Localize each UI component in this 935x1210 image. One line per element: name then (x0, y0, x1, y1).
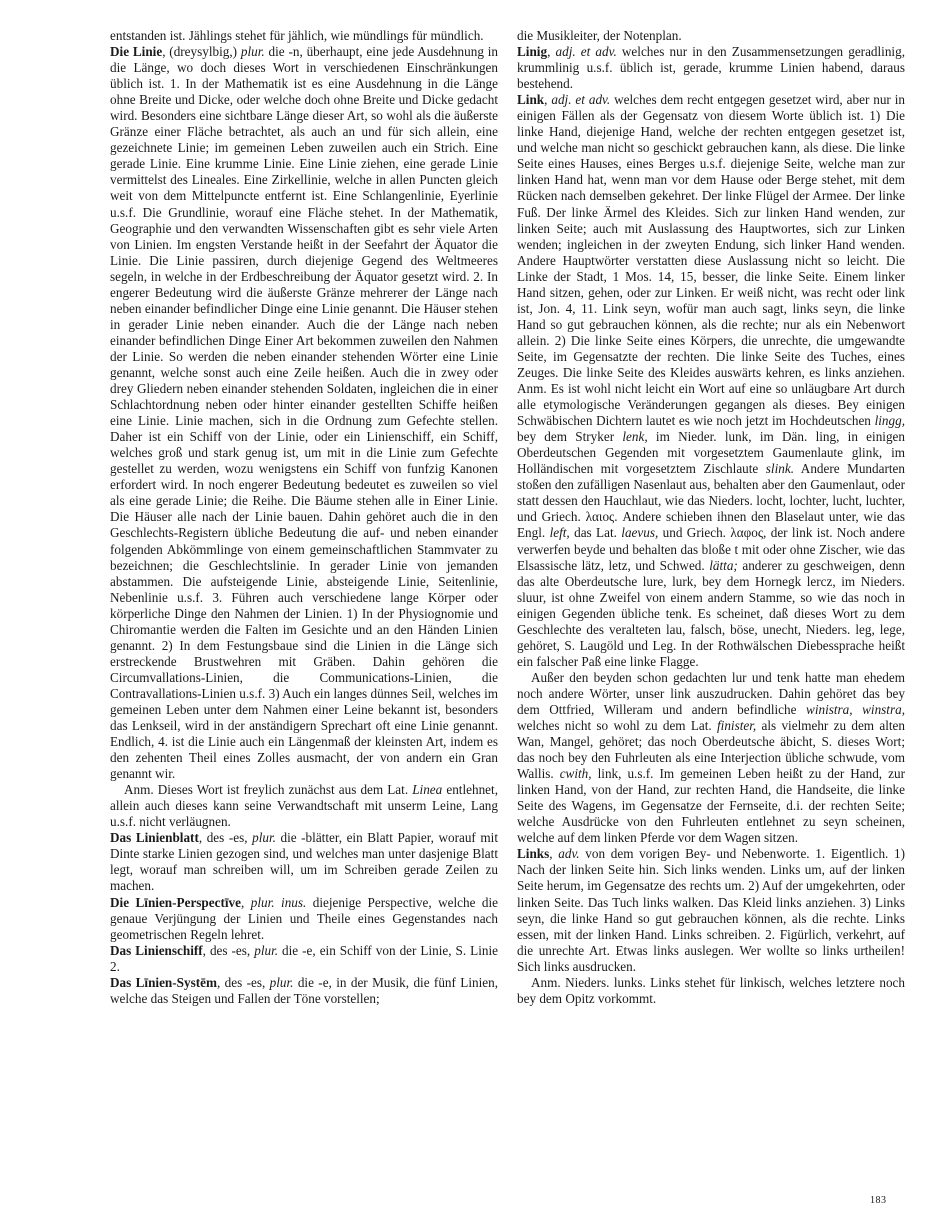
italic-term: finister, (717, 718, 757, 734)
italic-term: lingg, (874, 413, 905, 429)
entry-text: , (549, 846, 559, 862)
right-paragraph (517, 846, 905, 974)
italic-term: laevus, (621, 525, 659, 541)
italic-term: plur. (240, 44, 265, 60)
italic-term: adj. et adv. (555, 44, 617, 60)
entry-text: , des -es, (216, 974, 270, 990)
left-column (110, 28, 498, 1007)
entry-text: im Nieder. lunk, im Dän. ling, in einigen Oberdeutschen Gegenden mit vorgesetztem Gaumenlaute glink, im Holländischen mit vorgesetztem Zischlaute (517, 429, 906, 477)
entry-headword: Links (517, 846, 550, 862)
italic-term: slink. (765, 461, 795, 477)
italic-term: cwith, (559, 766, 592, 782)
italic-term: lätta; (709, 557, 738, 573)
right-paragraph (517, 670, 905, 847)
italic-term: adv. (558, 846, 580, 862)
italic-term: plur. (254, 942, 279, 958)
right-paragraph (517, 44, 905, 92)
entry-text: diejenige Perspective, welche die genaue Verjüngung der Linien und Theile eines Gegenstandes nach geometrischen Regeln lehret. (110, 894, 499, 942)
entry-text: entlehnet, allein auch dieses kann seine Verwandtschaft mit unserm Leine, Lang u.s.f. nicht verläugnen. (110, 782, 498, 830)
entry-text: welches nur in den Zusammensetzungen geradlinig, krummlinig u.s.f. üblich ist, gerade, krumme Linien habend, daraus bestehend. (517, 44, 905, 92)
left-paragraph (110, 895, 498, 943)
entry-headword: Link (517, 92, 545, 108)
entry-headword: Linig (517, 44, 548, 60)
entry-text: , des -es, (198, 830, 253, 846)
left-paragraph (110, 943, 498, 975)
entry-text: die -e, ein Schiff von der Linie, S. Linie 2. (110, 942, 498, 974)
entry-text: als vielmehr zu dem alten Wan, Mangel, gehöret; das noch Oberdeutsche äbicht, S. dieses Wort; das noch bey den Fuhrleuten als eine Interjection übliche schwude, vom Wallis. (517, 718, 905, 782)
entry-text: das Lat. (569, 525, 622, 541)
entry-text: , (547, 44, 556, 60)
right-paragraph (517, 975, 905, 1007)
left-paragraph (110, 44, 498, 782)
italic-term: plur. (252, 830, 276, 846)
entry-text: Andere Mundarten stoßen den zufälligen Nasenlaut aus, behalten aber den Gaumenlaut, oder statt dessen den Hauchlaut, wie das Nieders. locht, lochter, lucht, luchter, und Griech. λαιος. Andere schieben ihnen den Blaselaut unter, wie das Engl. (517, 461, 905, 541)
entry-headword: Die Līnien-Perspectīve (110, 894, 241, 910)
italic-term: winistra, winstra, (806, 701, 905, 717)
italic-term: left, (549, 525, 570, 541)
right-paragraph (517, 28, 905, 44)
entry-text: anderer zu geschweigen, denn das alte Oberdeutsche lure, lurk, bey dem Hornegk lercz, im Nieders. sluur, ist ohne Zweifel von einem andern Stamme, so wie das noch in einigen Gegenden übliche tenk. Es scheinet, daß dieses Wort zu dem Geschlechte des veralteten lau, falsch, böse, unecht, Nieders. leg, lege, gehöret, S. Laugöld und Leg. In der Rothwälschen Diebessprache heißt ein falscher Paß eine linke Flagge. (517, 557, 905, 669)
entry-text: welches nicht so wohl zu dem Lat. (517, 718, 718, 734)
entry-text: bey dem Stryker (517, 429, 623, 445)
entry-text: die Musikleiter, der Notenplan. (517, 28, 682, 43)
entry-headword: Das Linienblatt (110, 830, 199, 846)
entry-text: link, u.s.f. Im gemeinen Leben heißt zu der Hand, zur linken Hand, von der Hand, zur rechten Hand, die Handseite, die linke Seite des Wagens, im Gegensatze der Fernseite, d.i. der rechten Seite; welche Ausdrücke von den Fuhrleuten entlehnet zu seyn scheinen, welche auf dem linken Pferde vor dem Wagen sitzen. (517, 766, 905, 846)
entry-text: Außer den beyden schon gedachten lur und tenk hatte man ehedem noch andere Wörter, unser link auszudrucken. Dahin gehöret das bey dem Ottfried, Willeram und andern befindliche (517, 669, 905, 717)
italic-term: plur. inus. (250, 894, 307, 910)
entry-text: die -e, in der Musik, die fünf Linien, welche das Steigen und Fallen der Töne vorstellen; (110, 974, 498, 1006)
entry-text: die -blätter, ein Blatt Papier, worauf mit Dinte starke Linien gezogen sind, und welches man unter dasjenige Blatt legt, worauf man schreiben will, um im Schreiben gerade Zeilen zu machen. (110, 830, 498, 894)
entry-headword: Das Līnien-Systēm (110, 974, 217, 990)
left-paragraph (110, 782, 498, 830)
page-number: 183 (870, 1195, 887, 1206)
italic-term: lenk, (622, 429, 648, 445)
entry-text: entstanden ist. Jählings stehet für jählich, wie mündlings für mündlich. (110, 28, 484, 43)
entry-text: , (544, 92, 552, 108)
italic-term: Linea (412, 782, 443, 798)
italic-term: adj. et adv. (551, 92, 611, 108)
entry-headword: Das Linienschiff (110, 942, 203, 958)
italic-term: plur. (269, 974, 294, 990)
right-paragraph (517, 92, 905, 670)
entry-text: , des -es, (202, 942, 255, 958)
left-paragraph (110, 975, 498, 1007)
entry-text: die -n, überhaupt, eine jede Ausdehnung in die Länge, wo doch dieses Wort in verschiedenen Einschränkungen üblich ist. 1. In der Mathematik ist es eine Ausdehnung in die Länge ohne Breite und Dicke, oder welche doch ohne Breite und Dicke gedacht wird. Besonders eine sichtbare Länge dieser Art, so wohl als die äußerste Gränze einer Fläche betrachtet, als auch an und für sich allein, eine gezeichnete Linie; im gemeinen Leben zuweilen auch ein Strich. Eine gerade Linie. Eine krumme Linie. Eine Linie ziehen, eine gerade Linie vermittelst des Lineales. Eine Zirkellinie, welche in allen Puncten gleich weit von dem Mittelpuncte entfernt ist. Eine Schlangenlinie, Eyerlinie u.s.f. Die Grundlinie, worauf eine Fläche stehet. In der Mathematik, Geographie und den verwandten Wissenschaften gibt es sehr viele Arten von Linien. Im engsten Verstande heißt in der Seefahrt der Äquator die Linie. Die Linie passiren, durch diejenige Gegend des Weltmeeres segeln, in welche in der Erdbeschreibung der Äquator gesetzt wird. 2. In engerer Bedeutung wird die äußerste Gränze mehrerer der Länge nach neben einander befindlicher Dinge eine Linie genannt. Die Häuser stehen in gerader Linie neben einander. Auch die der Länge nach neben einander befindlichen Dinge Einer Art bekommen zuweilen den Nahmen der Linie. So werden die neben einander stehenden Wörter eine Linie genannt, welche sonst auch eine Zeile heißen. Auch die in zwey oder drey Gliedern neben einander stehenden Soldaten, ingleichen die in einer Schlachtordnung neben oder hinter einander gestellten Schiffe heißen eine Linie. Linie machen, sich in die Ordnung zum Gefechte stellen. Daher ist ein Schiff von der Linie, oder ein Linienschiff, ein Schiff, welches groß und stark genug ist, um mit in die Linie zum Gefechte gestellet zu werden, wozu wenigstens ein Schiff von funfzig Kanonen erfordert wird. In noch engerer Bedeutung bedeutet es zuweilen so viel als eine gerade Linie; die Reihe. Die Bäume stehen alle in Einer Linie. Die Häuser alle nach der Linie bauen. Dahin gehöret auch die in den Geschlechts-Registern übliche Bedeutung die auf- und neben einander folgenden Abkömmlinge von einem gemeinschaftlichen Stammvater zu bezeichnen; die Geschlechtslinie. In gerader Linie von jemanden abstammen. Die aufsteigende Linie, absteigende Linie, Seitenlinie, Nebenlinie u.s.f. 3. Führen auch verschiedene lange Körper oder körperliche Dinge den Nahmen der Linien. 1) In der Physiognomie und Chiromantie werden die Falten im Gesichte und an den Händen Linien genannt. 2) In dem Festungsbaue sind die Linien in die Länge sich erstreckende Brustwehren mit Gräben. Dahin gehören die Circumvallations-Linien, die Communications-Linien, die Contravallations-Linien u.s.f. 3) Auch ein langes dünnes Seil, welches im gemeinen Leben unter dem Nahmen einer Leine bekannt ist, besonders das Lenkseil, wird in der anständigern Sprechart oft eine Linie genannt. Endlich, 4. ist die Linie auch ein Längenmaß der kleinsten Art, indem es den zehenten Theil eines Zolles ausmacht, der von andern ein Gran genannt wir. (110, 44, 499, 782)
right-column (517, 28, 905, 1007)
left-paragraph (110, 28, 498, 44)
left-paragraph (110, 830, 498, 894)
entry-text: von dem vorigen Bey- und Nebenworte. 1. Eigentlich. 1) Nach der linken Seite hin. Sich links wenden. Links um, auf der linken Seite herum, im Gegensatze des rechts um. 2) Auf der umgekehrten, oder linken Seite. Das Tuch links walken. Das Kleid links anziehen. 3) Links seyn, die linke Hand so gut gebrauchen können, als die rechte. Links essen, mit der linken Hand. Links schreiben. 2. Figürlich, verkehrt, auf die unrechte Art. Etwas links auslegen. Wer wollte so links urtheilen! Sich links ausdrucken. (517, 846, 905, 974)
entry-text: Anm. Nieders. lunks. Links stehet für linkisch, welches letztere noch bey dem Opitz vorkommt. (517, 974, 905, 1006)
entry-text: welches dem recht entgegen gesetzet wird, aber nur in einigen Fällen als der Gegensatz von diesem Worte üblich ist. 1) Die linke Hand, diejenige Hand, welche der rechten entgegen gesetzet ist, und welche man nicht so geschickt gebrauchen kann, als diese. Die linke Seite eines Hauses, eines Berges u.s.f. diejenige Seite, welche man zur linken Hand hat, wenn man vor dem Hause oder Berge stehet, mit dem Rücken nach demselben gekehret. Der linke Flügel der Armee. Der linke Fuß. Der linke Ärmel des Kleides. Sich zur linken Hand wenden, zur linken Seite; auch mit Auslassung des Hauptwortes, sich zur Linken wenden; ingleichen in der zweyten Endung, sich linker Hand wenden. Andere Hauptwörter verstatten diese Auslassung nicht so leicht. Die Linke der Stadt, 1 Mos. 14, 15, besser, die linke Seite. Einem linker Hand sitzen, gehen, oder zur Linken. Er weiß nicht, was recht oder link ist, Jon. 4, 11. Link seyn, wofür man auch sagt, links seyn, die linke Hand so gut gebrauchen können, als die rechte; nur als ein Nebenwort allein. 2) Die linke Seite eines Körpers, die unrechte, die umgewandte Seite, im Gegensatzte der rechten. Die linke Seite des Tuches, eines Zeuges. Die linke Seite des Kleides auswärts kehren, es links anziehen. Anm. Es ist wohl nicht leicht ein Wort auf eine so unläugbare Art durch alle etymologische Veränderungen gegangen als dieses. Bey einigen Schwäbischen Dichtern lautet es wie noch jetzt im Hochdeutschen (517, 92, 905, 429)
entry-text: , (dreysylbig,) (162, 44, 241, 60)
entry-headword: Die Linie (110, 44, 163, 60)
entry-text: Anm. Dieses Wort ist freylich zunächst aus dem Lat. (124, 782, 413, 798)
entry-text: , (240, 894, 251, 910)
entry-text: und Griech. λαφος, der link ist. Noch andere verwerfen beyde und behalten das bloße t mit oder ohne Zischer, wie das Elsassische lätz, letz, und Schwed. (517, 525, 905, 573)
